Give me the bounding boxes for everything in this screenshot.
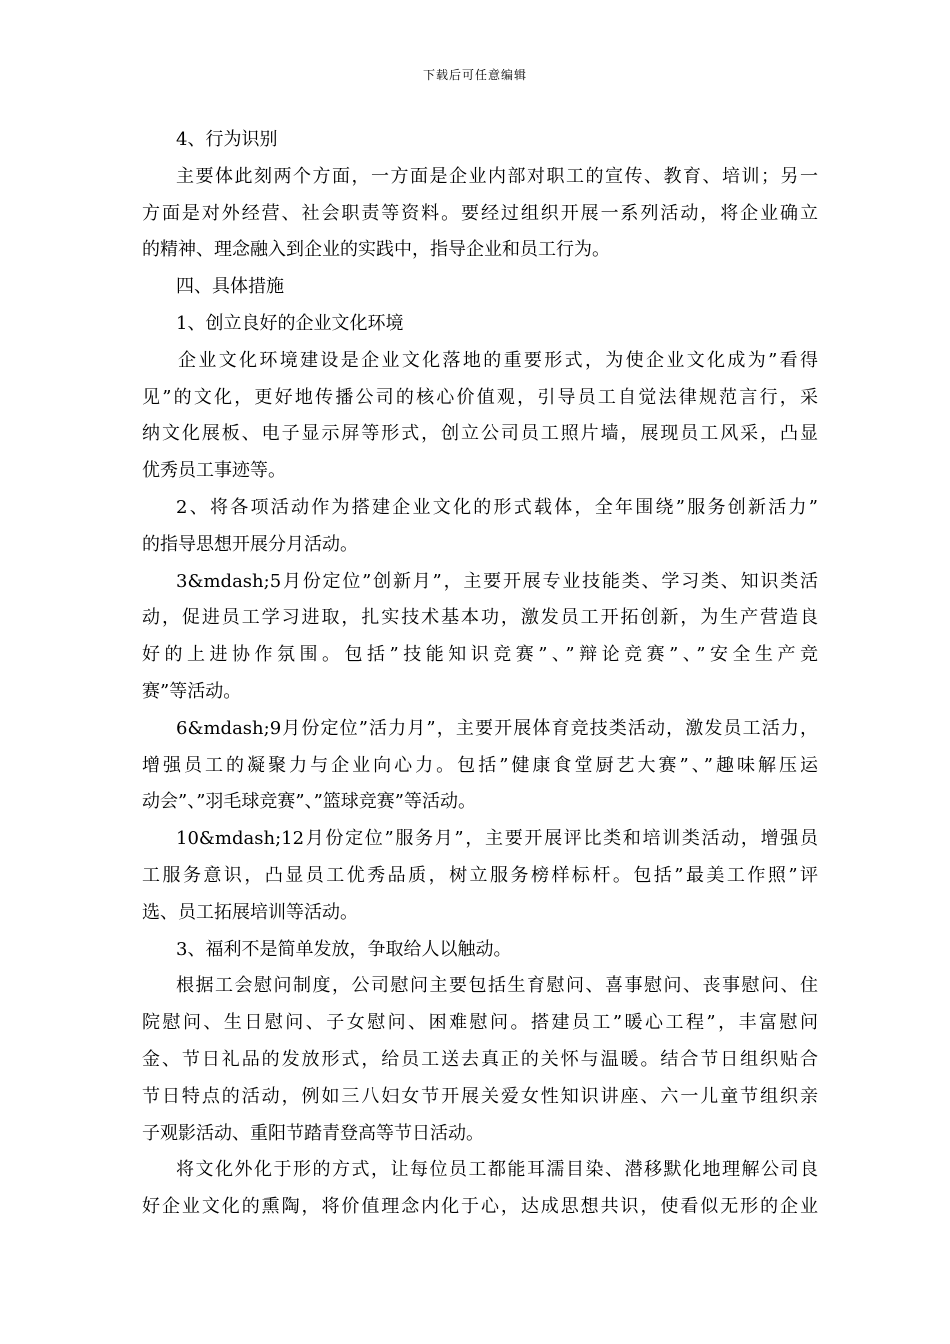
paragraph-line: 将文化外化于形的方式，让每位员工都能耳濡目染、潜移默化地理解公司良 (176, 1159, 818, 1181)
paragraph-line: 优秀员工事迹等。 (142, 460, 286, 482)
paragraph-line: 见”的文化，更好地传播公司的核心价值观，引导员工自觉法律规范言行，采 (142, 386, 818, 408)
paragraph-line: 院慰问、生日慰问、子女慰问、困难慰问。搭建员工”暖心工程”，丰富慰问 (142, 1012, 818, 1034)
paragraph-line: 企业文化环境建设是企业文化落地的重要形式，为使企业文化成为”看得 (178, 349, 818, 371)
paragraph-line: 工服务意识，凸显员工优秀品质，树立服务榜样标杆。包括”最美工作照”评 (142, 864, 818, 886)
paragraph-line: 3&mdash;5月份定位”创新月”，主要开展专业技能类、学习类、知识类活 (176, 570, 818, 592)
section-heading: 四、具体措施 (176, 276, 284, 298)
paragraph-line: 6&mdash;9月份定位”活力月”，主要开展体育竞技类活动，激发员工活力， (176, 717, 818, 739)
paragraph-line: 选、员工拓展培训等活动。 (142, 901, 358, 923)
subsection-heading: 3、福利不是简单发放，争取给人以触动。 (176, 938, 512, 960)
section-heading: 4、行为识别 (176, 129, 278, 150)
paragraph-line: 子观影活动、重阳节踏青登高等节日活动。 (142, 1122, 484, 1144)
paragraph-line: 10&mdash;12月份定位”服务月”，主要开展评比类和培训类活动，增强员 (176, 828, 818, 850)
paragraph-line: 好的上进协作氛围。包括”技能知识竞赛”、”辩论竞赛”、”安全生产竞 (142, 644, 818, 666)
subsection-heading: 1、创立良好的企业文化环境 (176, 312, 404, 334)
paragraph-line: 根据工会慰问制度，公司慰问主要包括生育慰问、喜事慰问、丧事慰问、住 (176, 975, 818, 997)
paragraph-line: 主要体此刻两个方面，一方面是企业内部对职工的宣传、教育、培训；另一 (176, 165, 818, 187)
paragraph-line: 节日特点的活动，例如三八妇女节开展关爱女性知识讲座、六一儿童节组织亲 (142, 1085, 818, 1107)
paragraph-line: 增强员工的凝聚力与企业向心力。包括”健康食堂厨艺大赛”、”趣味解压运 (142, 754, 818, 776)
paragraph-line: 赛”等活动。 (142, 680, 242, 702)
paragraph-line: 的精神、理念融入到企业的实践中，指导企业和员工行为。 (142, 239, 610, 261)
paragraph-line: 方面是对外经营、社会职责等资料。要经过组织开展一系列活动，将企业确立 (142, 202, 818, 224)
paragraph-line: 的指导思想开展分月活动。 (142, 533, 358, 555)
subsection-heading: 2、将各项活动作为搭建企业文化的形式载体，全年围绕”服务创新活力” (176, 496, 818, 518)
paragraph-line: 好企业文化的熏陶，将价值理念内化于心，达成思想共识，使看似无形的企业 (142, 1196, 818, 1218)
paragraph-line: 动会”、”羽毛球竞赛”、”篮球竞赛”等活动。 (142, 791, 477, 813)
paragraph-line: 动，促进员工学习进取，扎实技术基本功，激发员工开拓创新，为生产营造良 (142, 607, 818, 629)
paragraph-line: 金、节日礼品的发放形式，给员工送去真正的关怀与温暖。结合节日组织贴合 (142, 1048, 818, 1070)
page-header-note: 下载后可任意编辑 (422, 68, 527, 82)
paragraph-line: 纳文化展板、电子显示屏等形式，创立公司员工照片墙，展现员工风采，凸显 (142, 423, 818, 445)
document-body (142, 122, 818, 1226)
